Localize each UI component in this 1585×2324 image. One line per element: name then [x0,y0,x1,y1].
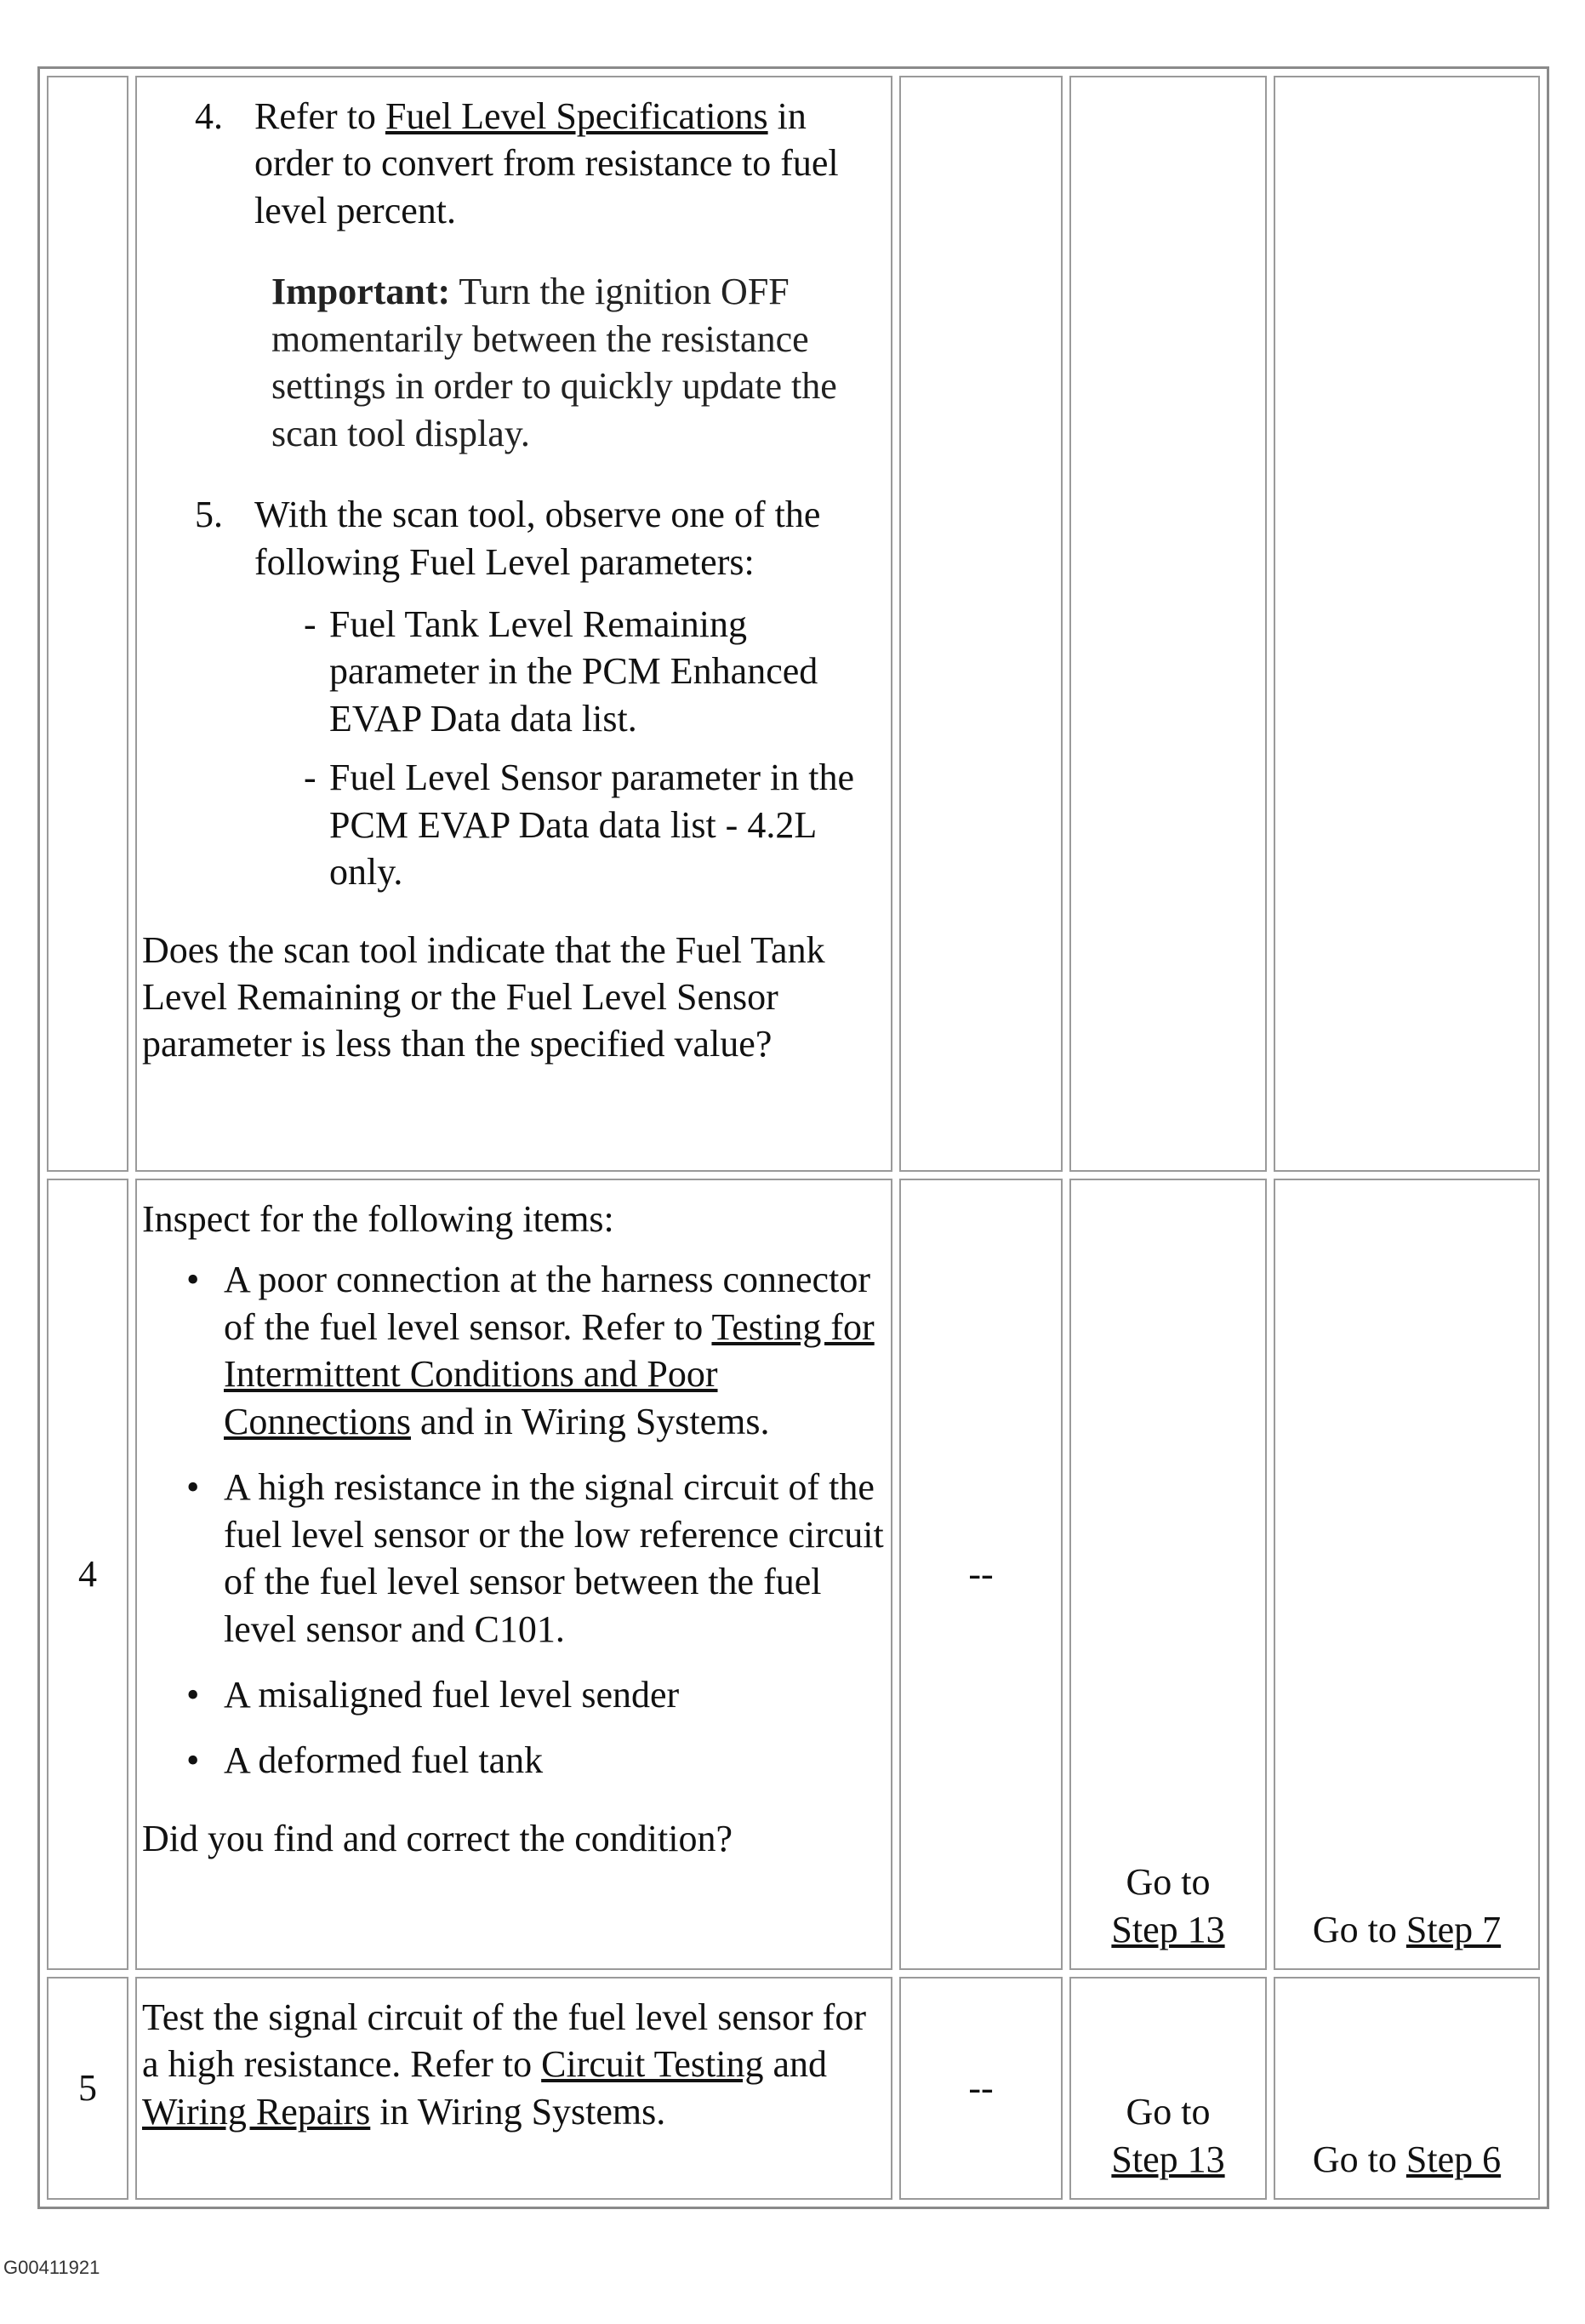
no-cell: Go to Step 7 [1274,1179,1540,1970]
action-cell: Test the signal circuit of the fuel level sensor for a high resistance. Refer to Circuit Testing and Wiring Repairs in Wiring Systems. [135,1977,892,2200]
yes-cell [1069,76,1267,1172]
value-cell: -- [899,1977,1063,2200]
bullet-item-1: • A poor connection at the harness connector of the fuel level sensor. Refer to Testing for Intermittent Conditions and Poor Connections and in Wiring Systems. [186,1259,875,1442]
wiring-repairs-link[interactable]: Wiring Repairs [142,2090,371,2133]
step-number-cell: 5 [47,1977,128,2200]
no-cell: Go to Step 6 [1274,1977,1540,2200]
dash-item-1: - Fuel Tank Level Remaining parameter in the PCM Enhanced EVAP Data data list. [304,602,818,739]
action-cell [135,76,892,1172]
bullet-item-4: • A deformed fuel tank [186,1739,544,1782]
no-cell [1274,76,1540,1172]
image-id-label: G00411921 [3,2257,100,2278]
inspect-intro: Inspect for the following items: [142,1198,614,1240]
important-note: Important: Turn the ignition OFF momentarily between the resistance settings in order to quickly update the scan tool display. [271,271,837,454]
table-row-step-4 [47,1179,1540,1970]
circuit-testing-link[interactable]: Circuit Testing [541,2043,764,2086]
bullet-item-2: • A high resistance in the signal circuit of the fuel level sensor or the low reference circuit of the fuel level sensor between the fuel level sensor and C101. [186,1466,884,1650]
item-number: 5. [195,494,223,536]
step-question: Did you find and correct the condition? [142,1817,733,1859]
intermittent-conditions-link[interactable]: Testing for Intermittent Conditions and Poor Connections [224,1305,875,1442]
numbered-item-4: 4. Refer to Fuel Level Specifications in order to convert from resistance to fuel level percent. [195,93,886,234]
bullet-item-3: • A misaligned fuel level sender [186,1673,680,1716]
table-row-step-5 [47,1977,1540,2200]
yes-cell: Go to Step 13 [1069,1977,1267,2200]
step-question: Does the scan tool indicate that the Fuel Tank Level Remaining or the Fuel Level Sensor parameter is less than the specified value? [142,928,825,1065]
numbered-item-5: 5. With the scan tool, observe one of the following Fuel Level parameters: [195,491,886,585]
action-cell [135,1179,892,1970]
step-number-cell [47,76,128,1172]
dash-item-2: - Fuel Level Sensor parameter in the PCM EVAP Data data list - 4.2L only. [304,757,855,894]
value-cell [899,76,1063,1172]
yes-cell: Go to Step 13 [1069,1179,1267,1970]
go-to-step-7-link[interactable]: Step 7 [1405,1908,1502,1950]
diagnostic-table [37,66,1549,2209]
item-number: 4. [195,95,223,137]
go-to-step-6-link[interactable]: Step 6 [1405,2138,1502,2180]
value-cell: -- [899,1179,1063,1970]
fuel-level-specifications-link[interactable]: Fuel Level Specifications [385,95,768,137]
step-number-cell: 4 [47,1179,128,1970]
go-to-step-13-link[interactable]: Step 13 [1111,1908,1225,1950]
go-to-step-13-link[interactable]: Step 13 [1111,2138,1225,2180]
table-row-step-3-continued [47,76,1540,1172]
